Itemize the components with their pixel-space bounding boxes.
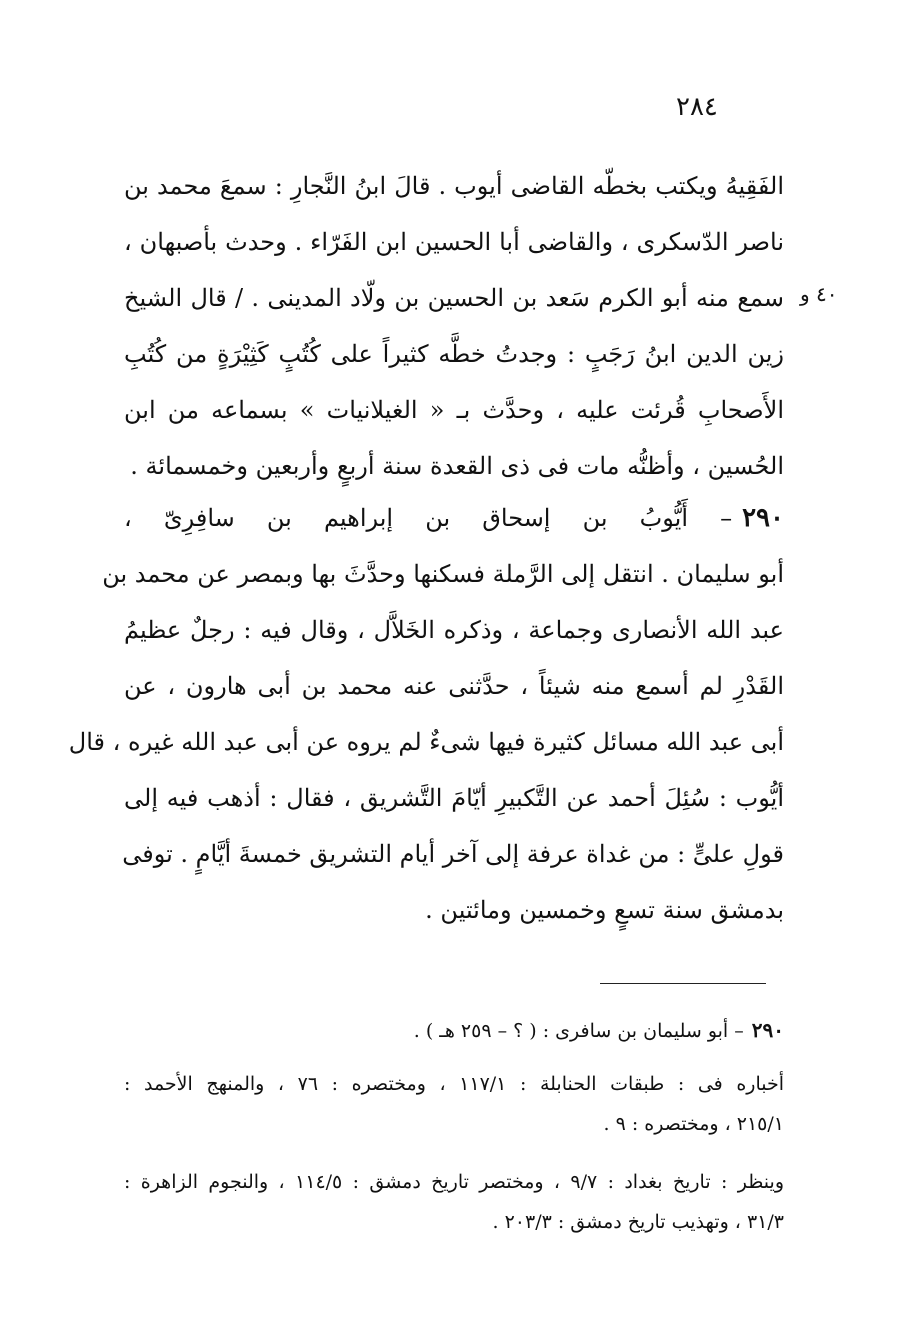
text-line: الحُسين ، وأظنُّه مات فى ذى القعدة سنة أربعٍ وأربعين وخمسمائة . [130, 452, 784, 480]
text-line: الأَصحابِ قُرئت عليه ، وحدَّث بـ « الغيلانيات » بسماعه من ابن [124, 396, 784, 424]
text-line: أبى عبد الله مسائل كثيرة فيها شىءٌ لم يروه عن أبى عبد الله غيره ، قال [68, 728, 784, 756]
entry-heading: – أَيُّوبُ بن إسحاق بن إبراهيم بن سافِرِىّ ، [124, 504, 733, 532]
footnote-heading: – أبو سليمان بن سافرى : ( ؟ – ٢٥٩ هـ ) . [413, 1020, 744, 1042]
text-line: سمع منه أبو الكرم سَعد بن الحسين بن ولّاد المدينى . / قال الشيخ [124, 284, 784, 312]
text-line: أيُّوب : سُئِلَ أحمد عن التَّكبيرِ أيّامَ التَّشريق ، فقال : أذهب فيه إلى [124, 784, 784, 812]
paragraph-continuation [124, 158, 784, 494]
footnote-heading-line [124, 1010, 784, 1050]
text-line: زين الدين ابنُ رَجَبٍ : وجدتُ خطَّه كثيراً على كُتُبٍ كَثِيْرَةٍ من كُتُبِ [124, 340, 784, 368]
text-line: ناصر الدّسكرى ، والقاضى أبا الحسين ابن الفَرّاء . وحدث بأصبهان ، [124, 228, 784, 256]
text-line: قولِ علىٍّ : من غداة عرفة إلى آخر أيام التشريق خمسةَ أيَّامٍ . توفى [122, 840, 784, 868]
text-line: بدمشق سنة تسعٍ وخمسين ومائتين . [425, 896, 784, 924]
footnote-line: ٣١/٣ ، وتهذيب تاريخ دمشق : ٢٠٣/٣ . [492, 1211, 784, 1233]
text-line: القَدْرِ لم أسمع منه شيئاً ، حدَّثنى عنه محمد بن أبى هارون ، عن [124, 672, 784, 700]
biography-entry-290 [68, 490, 784, 938]
page-number: ٢٨٤ [676, 92, 718, 122]
text-line: عبد الله الأنصارى وجماعة ، وذكره الخَلاَّل ، وقال فيه : رجلٌ عظيمُ [124, 616, 784, 644]
footnote-line: وينظر : تاريخ بغداد : ٩/٧ ، ومختصر تاريخ دمشق : ١١٤/٥ ، والنجوم الزاهرة : [124, 1171, 784, 1193]
text-line: الفَقِيهُ ويكتب بخطّه القاضى أيوب . قالَ ابنُ النَّجارِ : سمعَ محمد بن [124, 172, 784, 200]
footnote-line: ٢١٥/١ ، ومختصره : ٩ . [603, 1113, 784, 1135]
footnote-290 [124, 1010, 784, 1242]
footnote-separator [600, 983, 766, 984]
footnote-line: أخباره فى : طبقات الحنابلة : ١١٧/١ ، ومختصره : ٧٦ ، والمنهج الأحمد : [124, 1073, 784, 1095]
entry-heading-line [124, 490, 784, 546]
footnote-number: ٢٩٠ [751, 1018, 784, 1042]
text-line: أبو سليمان . انتقل إلى الرَّملة فسكنها وحدَّثَ بها وبمصر عن محمد بن [102, 560, 784, 588]
entry-number: ٢٩٠ [742, 503, 784, 533]
margin-folio-note: ٤٠ و [800, 282, 838, 306]
